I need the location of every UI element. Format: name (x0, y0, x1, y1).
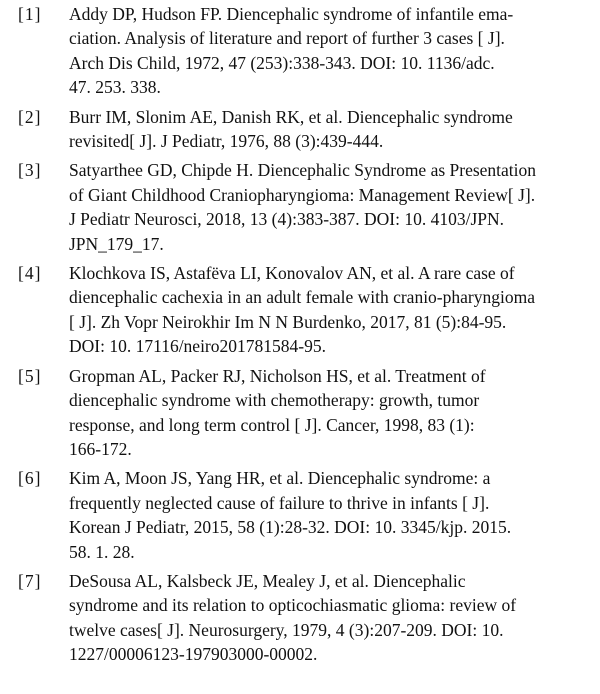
reference-line: Burr IM, Slonim AE, Danish RK, et al. Diencephalic syndrome (69, 106, 513, 127)
reference-line: 58. 1. 28. (69, 541, 135, 562)
reference-number: [2] (18, 106, 42, 127)
reference-line: twelve cases[ J]. Neurosurgery, 1979, 4 (3):207-209. DOI: 10. (69, 619, 504, 640)
reference-line: Addy DP, Hudson FP. Diencephalic syndrome of infantile ema- (69, 4, 514, 24)
reference-line: JPN_179_17. (69, 233, 164, 254)
reference-line: Klochkova IS, Astafëva LI, Konovalov AN, et al. A rare case of (69, 263, 515, 284)
reference-line: Arch Dis Child, 1972, 47 (253):338-343. DOI: 10. 1136/adc. (69, 52, 495, 73)
reference-line: syndrome and its relation to opticochiasmatic glioma: review of (69, 595, 517, 616)
reference-number: [6] (18, 468, 42, 489)
reference-text (69, 364, 591, 462)
reference-line: 47. 253. 338. (69, 77, 161, 98)
reference-line: [ J]. Zh Vopr Neirokhir Im N N Burdenko, 2017, 81 (5):84-95. (69, 311, 507, 332)
reference-text (69, 569, 591, 667)
reference-text (69, 158, 591, 256)
reference-item (0, 364, 600, 462)
reference-line: Korean J Pediatr, 2015, 58 (1):28-32. DOI: 10. 3345/kjp. 2015. (69, 517, 512, 538)
reference-number: [1] (18, 4, 42, 24)
reference-item (0, 466, 600, 564)
reference-number: [7] (18, 570, 42, 591)
reference-line: Kim A, Moon JS, Yang HR, et al. Diencephalic syndrome: a (69, 468, 491, 489)
reference-item (0, 2, 600, 100)
reference-line: 166-172. (69, 438, 132, 459)
reference-item (0, 105, 600, 154)
reference-number: [4] (18, 263, 42, 284)
reference-line: diencephalic cachexia in an adult female with cranio-pharyngioma (69, 287, 535, 308)
reference-line: DeSousa AL, Kalsbeck JE, Mealey J, et al. Diencephalic (69, 570, 466, 591)
reference-line: 1227/00006123-197903000-00002. (69, 644, 318, 665)
reference-line: DOI: 10. 17116/neiro201781584-95. (69, 336, 326, 357)
reference-item (0, 158, 600, 256)
reference-text (69, 105, 591, 154)
reference-line: J Pediatr Neurosci, 2018, 13 (4):383-387. DOI: 10. 4103/JPN. (69, 209, 505, 230)
reference-line: ciation. Analysis of literature and report of further 3 cases [ J]. (69, 28, 505, 49)
reference-line: frequently neglected cause of failure to thrive in infants [ J]. (69, 492, 490, 513)
reference-line: diencephalic syndrome with chemotherapy: growth, tumor (69, 390, 480, 411)
reference-line: response, and long term control [ J]. Cancer, 1998, 83 (1): (69, 414, 475, 435)
reference-number: [3] (18, 160, 42, 181)
reference-text (69, 261, 591, 359)
reference-line: revisited[ J]. J Pediatr, 1976, 88 (3):439-444. (69, 131, 384, 152)
reference-item (0, 261, 600, 359)
reference-item (0, 569, 600, 667)
reference-text (69, 466, 591, 564)
reference-text (69, 2, 591, 100)
reference-line: Satyarthee GD, Chipde H. Diencephalic Syndrome as Presentation (69, 160, 537, 181)
reference-line: Gropman AL, Packer RJ, Nicholson HS, et al. Treatment of (69, 365, 486, 386)
reference-number: [5] (18, 365, 42, 386)
reference-line: of Giant Childhood Craniopharyngioma: Management Review[ J]. (69, 184, 536, 205)
